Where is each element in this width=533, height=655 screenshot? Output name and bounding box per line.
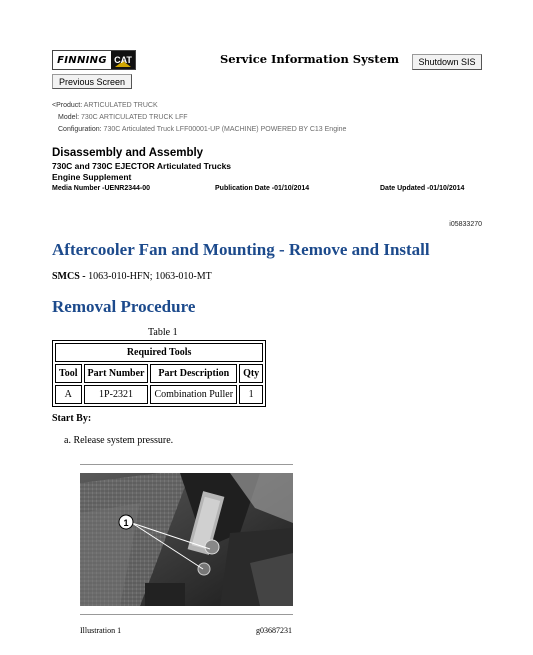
model-value: 730C ARTICULATED TRUCK LFF xyxy=(80,114,188,121)
cat-logo-icon: CAT xyxy=(111,51,135,69)
model-line xyxy=(58,114,188,121)
table-caption: Table 1 xyxy=(148,327,178,338)
column-header-tool: Tool xyxy=(55,364,82,383)
section-title: Removal Procedure xyxy=(52,297,196,316)
step-a: a. Release system pressure. xyxy=(64,435,174,446)
media-number: Media Number -UENR2344-00 xyxy=(52,185,151,192)
callout-number: 1 xyxy=(123,518,129,528)
table-title: Required Tools xyxy=(55,343,263,362)
date-updated: Date Updated -01/10/2014 xyxy=(380,185,465,192)
table-title-row xyxy=(55,343,263,362)
product-line xyxy=(52,102,158,109)
publication-date: Publication Date -01/10/2014 xyxy=(215,185,310,192)
column-header-part-description: Part Description xyxy=(150,364,237,383)
illustration-top-rule xyxy=(80,464,293,465)
configuration-line xyxy=(58,126,346,133)
illustration-graphic xyxy=(80,473,293,606)
configuration-value: 730C Articulated Truck LFF00001-UP (MACHINE) POWERED BY C13 Engine xyxy=(103,126,347,133)
smcs-value: 1063-010-HFN; 1063-010-MT xyxy=(85,271,212,282)
document-subheading-supplement: Engine Supplement xyxy=(52,172,132,182)
product-label: <Product: xyxy=(52,102,83,109)
required-tools-table xyxy=(52,340,266,407)
cell-part-description: Combination Puller xyxy=(150,385,237,404)
illustration-bottom-rule xyxy=(80,614,293,615)
product-value: ARTICULATED TRUCK xyxy=(83,102,158,109)
document-subheading-models: 730C and 730C EJECTOR Articulated Trucks xyxy=(52,161,232,171)
document-heading: Disassembly and Assembly xyxy=(52,147,204,159)
illustration-id: g03687231 xyxy=(256,626,292,635)
configuration-label: Configuration: xyxy=(58,126,102,133)
smcs-label: SMCS - xyxy=(52,271,86,282)
cell-tool: A xyxy=(55,385,82,404)
illustration-caption: Illustration 1 xyxy=(80,626,122,635)
smcs-codes xyxy=(52,271,212,282)
start-by-label: Start By: xyxy=(52,413,92,424)
column-header-part-number: Part Number xyxy=(84,364,149,383)
cell-part-number: 1P-2321 xyxy=(84,385,149,404)
cell-qty: 1 xyxy=(239,385,263,404)
previous-screen-button[interactable]: Previous Screen xyxy=(52,74,132,89)
illustration-photo xyxy=(80,473,293,606)
finning-cat-logo xyxy=(52,50,136,70)
page-title: Aftercooler Fan and Mounting - Remove and Install xyxy=(52,240,430,259)
finning-logo-text: FINNING xyxy=(57,54,107,66)
system-title: Service Information System xyxy=(220,52,400,66)
model-label: Model: xyxy=(58,114,80,121)
table-row xyxy=(55,385,263,404)
document-id: i05833270 xyxy=(449,221,482,228)
column-header-qty: Qty xyxy=(239,364,263,383)
shutdown-sis-button[interactable]: Shutdown SIS xyxy=(412,54,482,70)
table-header-row xyxy=(55,364,263,383)
